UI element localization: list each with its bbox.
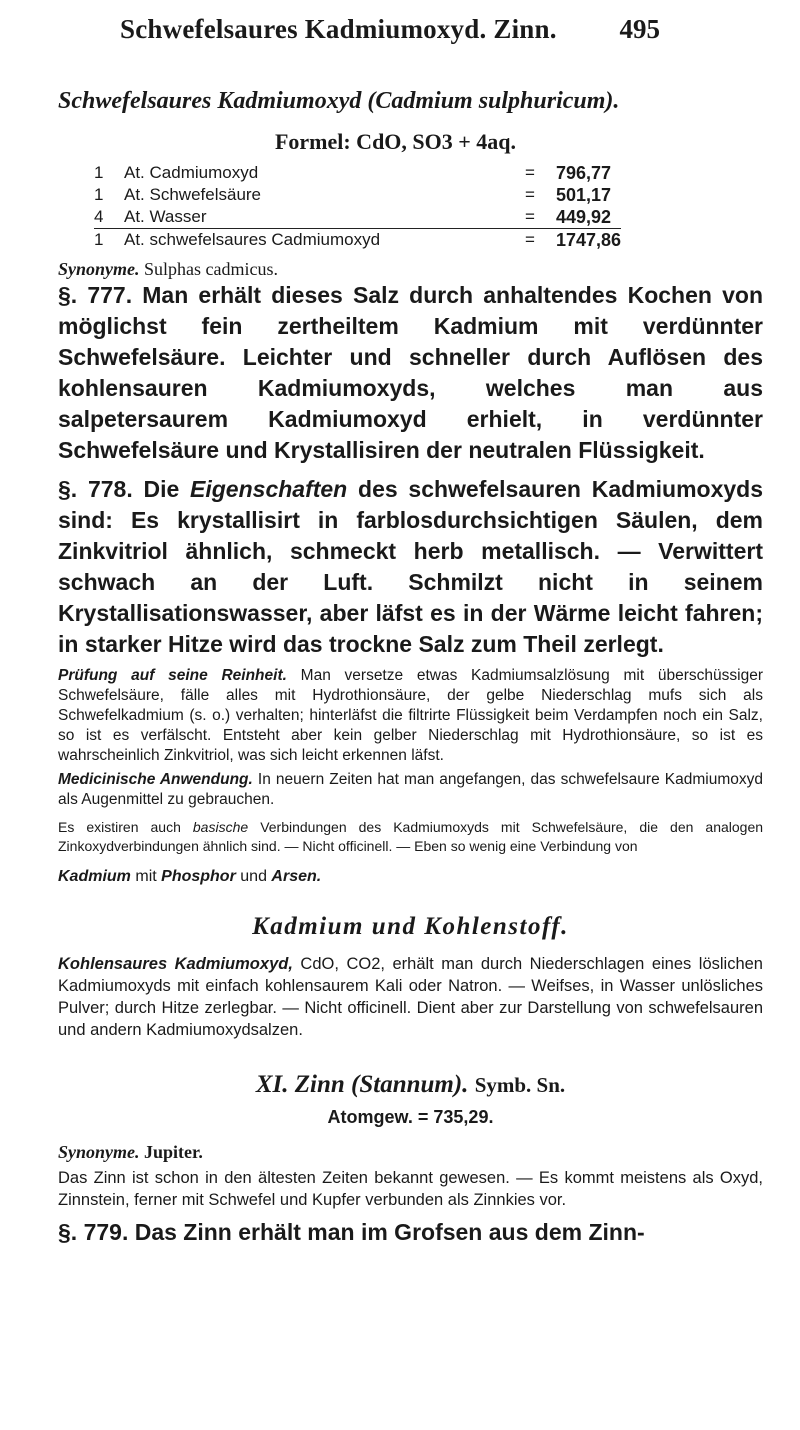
atom-count: 1	[94, 163, 104, 182]
conjunction-mit: mit	[135, 868, 157, 885]
synonyms-label: Synonyme.	[58, 259, 140, 279]
composition-row	[94, 184, 621, 206]
page-number: 495	[619, 14, 660, 44]
element-symbol: Symb. Sn.	[474, 1073, 566, 1097]
medical-use-text: In neuern Zeiten hat man angefangen, das schwefelsaure Kadmiumoxyd als Augenmittel zu gebrauchen.	[58, 771, 763, 808]
component-value: 449,92	[556, 207, 612, 227]
paragraph-778-emphasis: Eigenschaften	[190, 476, 348, 502]
conjunction-und: und	[240, 868, 267, 885]
section-number: XI.	[255, 1071, 289, 1098]
paragraph-778-start: §. 778. Die	[58, 476, 180, 502]
atom-count: 1	[94, 185, 104, 204]
paragraph-777: §. 777. Man erhält dieses Salz durch anhaltendes Kochen von möglichst fein zertheiltem Kadmium mit verdünnter Schwefelsäure. Leichter und schneller durch Auflösen des kohlensauren Kadmiumoxyds, welches man aus salpetersaurem Kadmiumoxyd erhielt, in verdünnter Schwefelsäure und Krystallisiren der neutralen Flüssigkeit.	[58, 282, 763, 463]
paragraph-778	[58, 474, 763, 660]
medical-use-paragraph	[58, 770, 763, 810]
carbonate-text: CdO, CO2, erhält man durch Niederschlagen eines löslichen Kadmiumoxyds mit einfach kohlensaurem Kali oder Natron. — Weifses, in Wasser unlösliches Pulver; durch Hitze zerlegbar. — Nicht officinell. Dient aber zur Darstellung von schwefelsauren und andern Kadmiumoxydsalzen.	[58, 955, 763, 1039]
section-title-cadmium-carbon: Kadmium und Kohlenstoff.	[252, 913, 569, 940]
composition-total-row	[94, 229, 621, 252]
composition-table	[94, 162, 621, 251]
basic-compounds-text-1: Es existiren auch	[58, 819, 181, 835]
synonyms-text: Sulphas cadmicus.	[144, 259, 278, 279]
purity-test-paragraph	[58, 666, 763, 766]
zinn-synonyms-label: Synonyme.	[58, 1142, 140, 1162]
paragraph-779: §. 779. Das Zinn erhält man im Grofsen aus dem Zinn-	[58, 1219, 645, 1245]
carbonate-paragraph	[58, 953, 763, 1041]
total-value: 1747,86	[556, 230, 622, 250]
element-name-zinn: Zinn (Stannum).	[294, 1071, 469, 1098]
chemical-formula: Formel: CdO, SO3 + 4aq.	[274, 129, 517, 154]
carbonate-label: Kohlensaures Kadmiumoxyd,	[58, 955, 293, 973]
atom-count: 1	[94, 229, 124, 252]
cadmium-phosphor-line	[58, 866, 763, 887]
page-header	[0, 14, 800, 54]
element-cadmium: Kadmium	[58, 868, 131, 885]
total-label: At. schwefelsaures Cadmiumoxyd	[124, 229, 504, 252]
paragraph-778-rest: des schwefelsauren Kadmiumoxyds sind: Es krystallisirt in farblosdurchsichtigen Säulen, dem Zinkvitriol ähnlich, schmeckt herb metallisch. — Verwittert schwach an der Luft. Schmilzt nicht in seinem Krystallisationswasser, aber läfst es in der Wärme leicht fahren; in starker Hitze wird das trockne Salz zum Theil zerlegt.	[58, 476, 764, 657]
component-value: 501,17	[556, 185, 612, 205]
zinn-intro-paragraph: Das Zinn ist schon in den ältesten Zeiten bekannt gewesen. — Es kommt meistens als Oxyd, Zinnstein, ferner mit Schwefel und Kupfer verbunden als Zinnkies vor.	[58, 1169, 763, 1209]
basic-compounds-text-2: Verbindungen des Kadmiumoxyds mit Schwefelsäure, die den analogen Zinkoxydverbindungen ähnlich sind. — Nicht officinell. — Eben so wenig eine Verbindung von	[58, 819, 764, 854]
section-title-cadmium-sulphate: Schwefelsaures Kadmiumoxyd (Cadmium sulphuricum).	[58, 88, 620, 114]
zinn-synonyms-text: Jupiter.	[144, 1142, 203, 1162]
atom-count: 4	[94, 207, 104, 226]
component-label: At. Schwefelsäure	[124, 185, 262, 204]
purity-test-text: Man versetze etwas Kadmiumsalzlösung mit überschüssiger Schwefelsäure, fälle alles mit Hydrothionsäure, der gelbe Niederschlag mufs sich als Schwefelkadmium (s. o.) verhalten; hinterläfst die filtrirte Flüssigkeit beim Verdampfen noch ein Salz, so ist es verfälscht. Entsteht aber kein gelber Niederschlag mit Hydrothionsäure, so ist es wahrscheinlich Zinkvitriol, was sich leicht erkennen läfst.	[58, 667, 763, 764]
basic-compounds-paragraph	[58, 818, 763, 856]
component-value: 796,77	[556, 163, 612, 183]
component-label: At. Cadmiumoxyd	[124, 163, 259, 182]
element-arsen: Arsen.	[271, 868, 322, 885]
basic-compounds-emphasis: basische	[192, 819, 249, 835]
synonyms-line	[58, 259, 763, 280]
atomic-weight: Atomgew. = 735,29.	[327, 1107, 494, 1127]
composition-row	[94, 206, 621, 229]
element-phosphor: Phosphor	[161, 868, 236, 885]
running-title: Schwefelsaures Kadmiumoxyd. Zinn.	[120, 14, 557, 44]
component-label: At. Wasser	[124, 207, 207, 226]
equals-sign: =	[525, 163, 535, 182]
purity-test-label: Prüfung auf seine Reinheit.	[58, 667, 287, 684]
page-body	[58, 86, 763, 1248]
equals-sign: =	[525, 185, 535, 204]
zinn-synonyms-line	[58, 1142, 763, 1163]
equals-sign: =	[504, 229, 556, 252]
composition-row	[94, 162, 621, 184]
section-title-zinn	[58, 1071, 763, 1099]
medical-use-label: Medicinische Anwendung.	[58, 771, 253, 788]
equals-sign: =	[525, 207, 535, 226]
